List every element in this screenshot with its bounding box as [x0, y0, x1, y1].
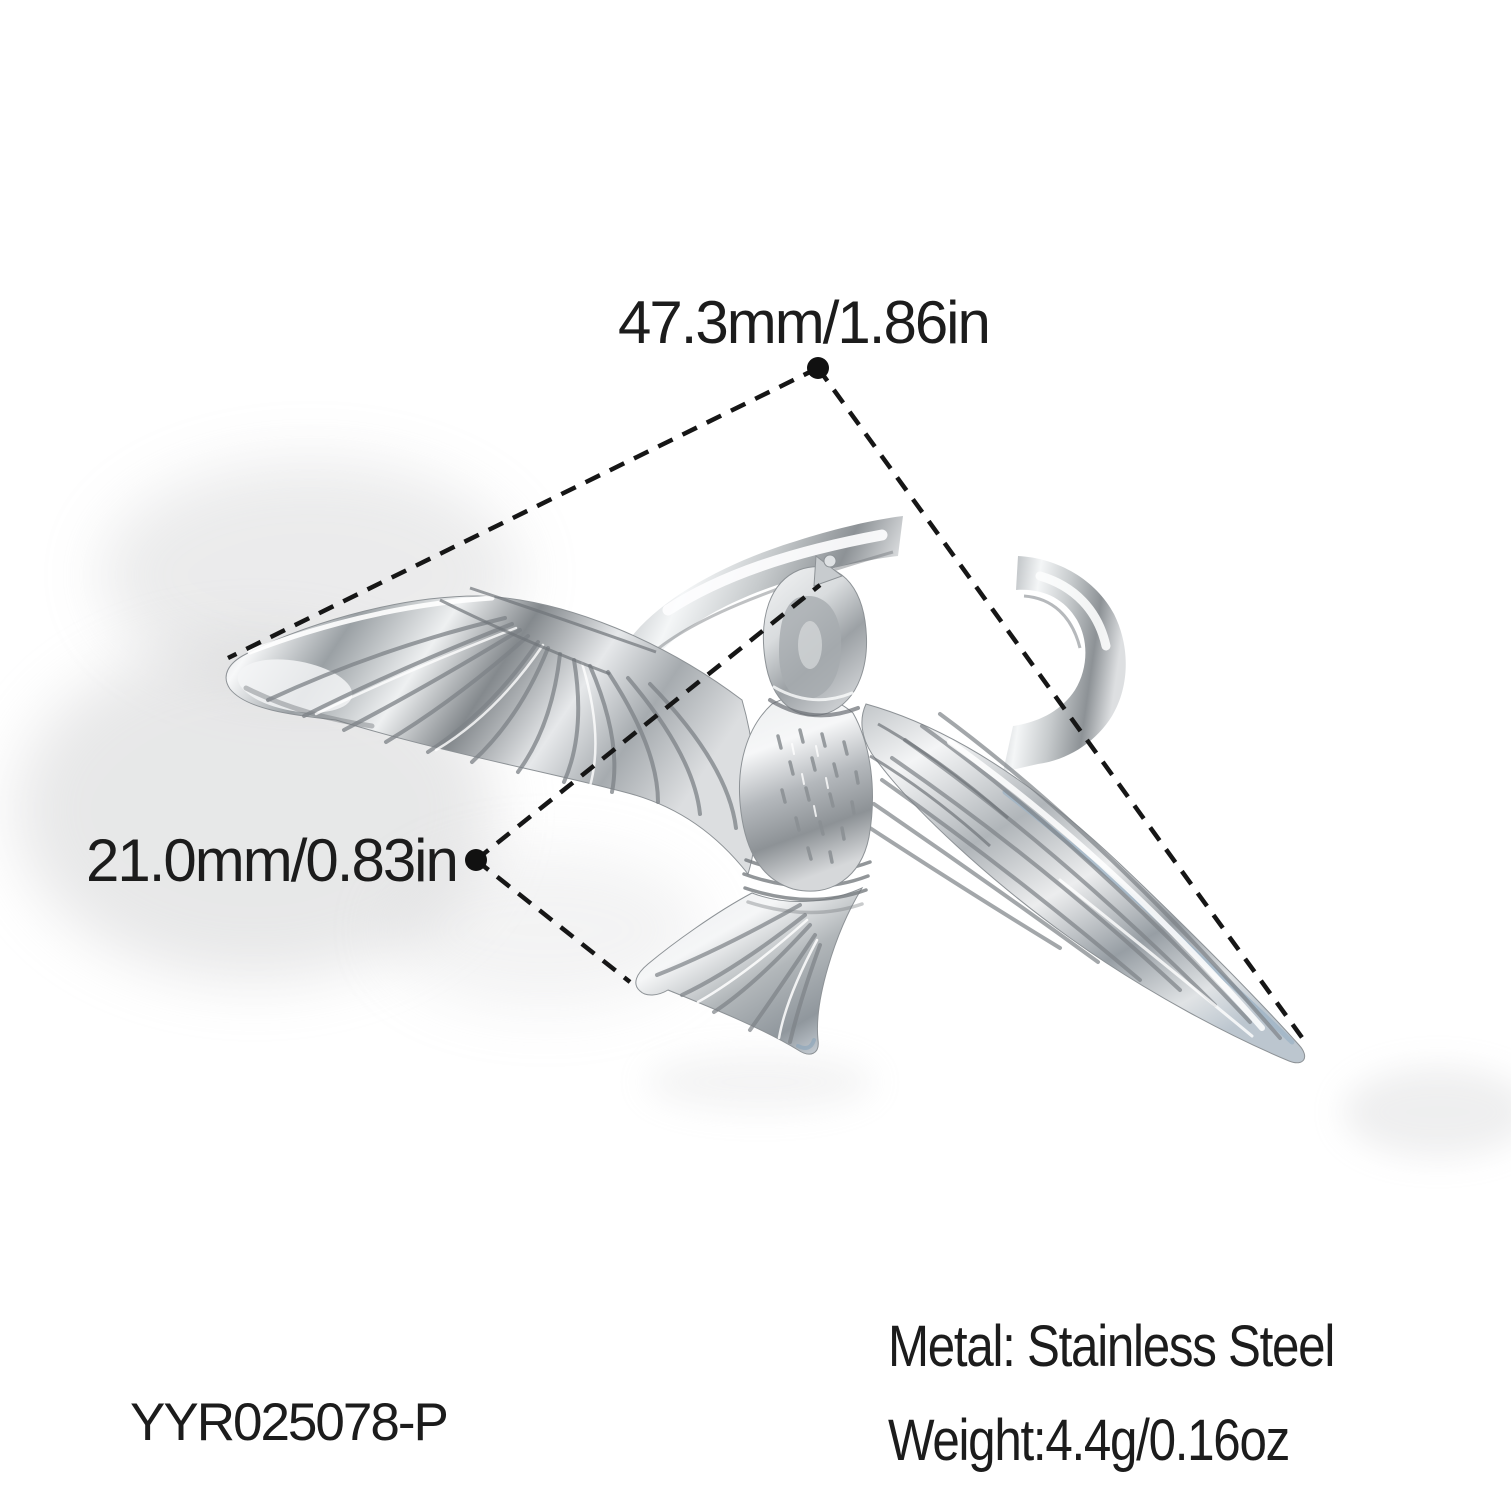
wingspan-dimension-line-right: [818, 368, 1306, 1043]
spec-metal: Metal: Stainless Steel: [888, 1314, 1335, 1379]
wingspan-dimension-dot: [807, 357, 829, 379]
spec-weight: Weight:4.4g/0.16oz: [888, 1408, 1289, 1473]
body-length-dimension-label: 21.0mm/0.83in: [86, 827, 457, 894]
bird-body: [739, 695, 872, 891]
product-code: YYR025078-P: [130, 1393, 447, 1452]
wingspan-dimension-label: 47.3mm/1.86in: [618, 289, 989, 356]
product-specs: [888, 1314, 1335, 1473]
body-length-dimension-dot: [465, 849, 487, 871]
right-wing: [862, 704, 1305, 1063]
